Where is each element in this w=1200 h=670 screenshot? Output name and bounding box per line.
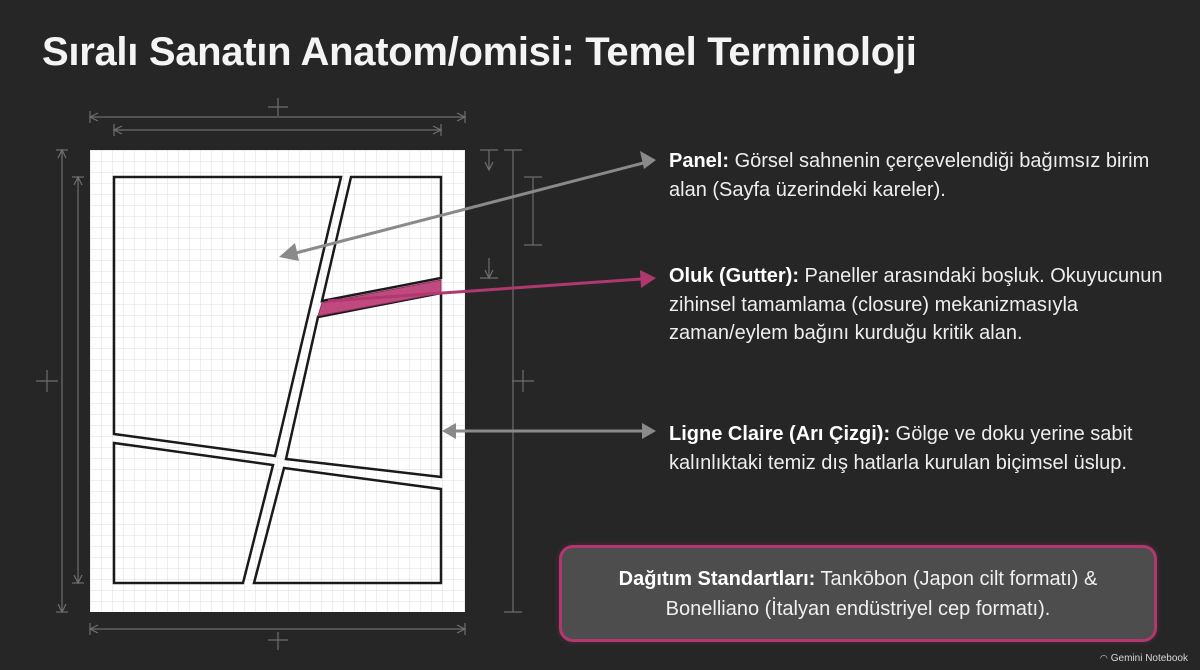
- distribution-standards-text: [576, 564, 1140, 624]
- panel-term-description: Görsel sahnenin çerçevelendiği bağımsız birim alan (Sayfa üzerindeki kareler).: [669, 150, 1150, 201]
- gemini-notebook-icon: ◠: [1099, 653, 1108, 663]
- gutter-definition: [669, 262, 1169, 348]
- gutter-term-label: Oluk (Gutter):: [669, 265, 799, 287]
- brand-label: Gemini Notebook: [1110, 653, 1188, 664]
- page-title: Sıralı Sanatın Anatom/omisi: Temel Terminoloji: [42, 30, 917, 74]
- gutter-term-description: Paneller arasındaki boşluk. Okuyucunun zihinsel tamamlama (closure) mekanizmasıyla zaman/eylem bağını kurduğu kritik alan.: [669, 265, 1163, 344]
- distribution-standards-description: Tankōbon (Japon cilt formatı) & Bonelliano (İtalyan endüstriyel cep formatı).: [665, 567, 1098, 620]
- distribution-standards-box: [559, 545, 1157, 642]
- distribution-standards-label: Dağıtım Standartları:: [618, 567, 816, 590]
- brand-watermark: [1100, 653, 1188, 664]
- page-grid: [90, 150, 465, 612]
- ligne-claire-definition: [669, 420, 1169, 477]
- ligne-claire-term-label: Ligne Claire (Arı Çizgi):: [669, 423, 891, 445]
- ligne-claire-arrow: [442, 423, 656, 439]
- panel-term-label: Panel:: [669, 150, 730, 172]
- panel-definition: [669, 147, 1169, 204]
- ligne-claire-term-description: Gölge ve doku yerine sabit kalınlıktaki temiz dış hatlarla kurulan biçimsel üslup.: [669, 423, 1133, 474]
